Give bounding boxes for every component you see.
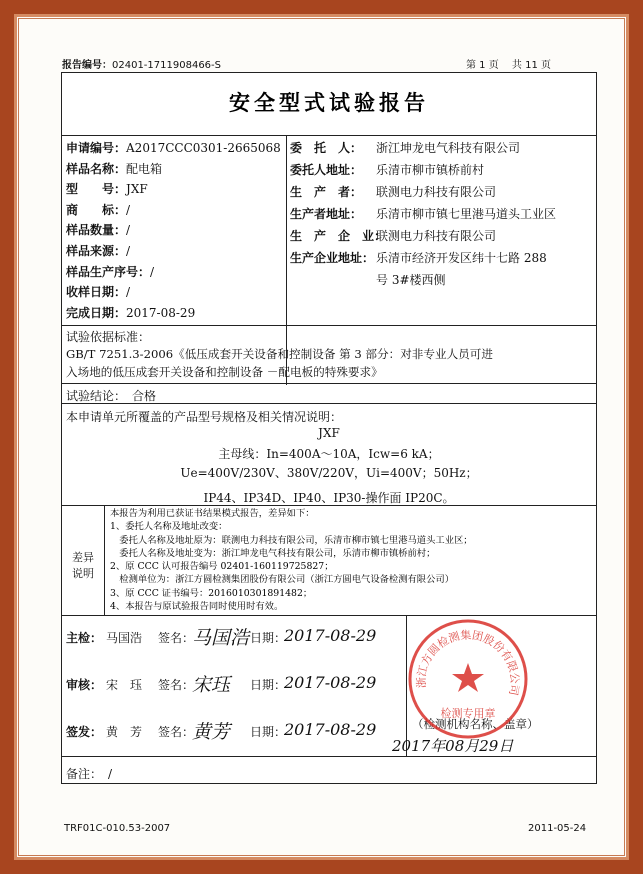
right-field-value: 联测电力科技有限公司 bbox=[376, 229, 497, 243]
svg-text:浙江方圆检测集团股份有限公司 bbox=[414, 628, 521, 697]
left-field-label: 完成日期： bbox=[66, 305, 127, 320]
difference-line: 本报告为利用已获证书结果模式报告，差异如下： bbox=[110, 508, 315, 519]
remarks-label: 备注： bbox=[66, 767, 97, 781]
left-field-label: 样品来源： bbox=[66, 244, 127, 258]
form-number: TRF01C-010.53-2007 bbox=[64, 823, 171, 834]
left-field-label: 型 号： bbox=[66, 182, 127, 197]
difference-line: 3、原 CCC 证书编号：2016010301891482； bbox=[110, 587, 313, 599]
right-field-value: 浙江坤龙电气科技有限公司 bbox=[376, 141, 521, 155]
left-field-label: 样品数量： bbox=[66, 223, 127, 238]
stamp-caption: （检测机构名称、盖章） bbox=[412, 717, 539, 731]
right-field-label: 生 产 者： bbox=[290, 185, 363, 199]
report-number bbox=[62, 56, 221, 71]
handwritten-date: 2017-08-29 bbox=[284, 673, 377, 692]
remarks bbox=[66, 765, 112, 782]
coverage-intro: 本申请单元所覆盖的产品型号规格及相关情况说明： bbox=[66, 410, 343, 424]
standard-line1: GB/T 7251.3-2006《低压成套开关设备和控制设备 第 3 部分：对非专业人员可进 bbox=[66, 347, 493, 361]
handwritten-signature: 宋珏 bbox=[192, 674, 231, 696]
left-field-label: 样品生产序号： bbox=[66, 264, 151, 279]
difference-line: 1、委托人名称及地址改变： bbox=[110, 521, 228, 533]
right-field-label: 委托人地址： bbox=[290, 163, 363, 177]
seal-bottom-text: 检测专用章 bbox=[440, 707, 496, 720]
signature-label: 签名： bbox=[158, 725, 195, 739]
right-field-value: 联测电力科技有限公司 bbox=[376, 185, 497, 199]
coverage-model: JXF bbox=[318, 426, 340, 440]
signer-name: 宋 珏 bbox=[106, 678, 143, 692]
left-field-label: 商 标： bbox=[66, 202, 127, 217]
differences-label-2: 说明 bbox=[72, 567, 94, 580]
difference-line: 2、原 CCC 认可报告编号 02401-160119725827； bbox=[110, 561, 334, 573]
page-info: 第 1 页 共 11 页 bbox=[466, 60, 551, 71]
left-field-value: A2017CCC0301-2665068 bbox=[126, 141, 281, 155]
handwritten-date: 2017-08-29 bbox=[284, 720, 377, 739]
signer-name: 马国浩 bbox=[106, 631, 143, 645]
signature-role: 审核： bbox=[66, 678, 103, 692]
difference-line: 委托人名称及地址变为：浙江坤龙电气科技有限公司，乐清市柳市镇桥前村； bbox=[110, 547, 436, 559]
official-seal-icon bbox=[406, 617, 530, 741]
report-title: 安全型式试验报告 bbox=[62, 73, 596, 136]
left-field-label: 收样日期： bbox=[66, 285, 127, 300]
date-label: 日期： bbox=[250, 631, 287, 645]
right-field-label: 委 托 人： bbox=[290, 141, 363, 155]
signature-label: 签名： bbox=[158, 678, 195, 692]
signature-role: 主检： bbox=[66, 631, 103, 645]
signature-label: 签名： bbox=[158, 631, 195, 645]
right-field-value: 乐清市柳市镇七里港马道头工业区 bbox=[376, 207, 557, 221]
right-field-label: 生 产 企 业： bbox=[290, 229, 387, 243]
handwritten-date: 2017-08-29 bbox=[284, 626, 377, 645]
coverage-line2: Ue=400V/230V、380V/220V，Ui=400V；50Hz； bbox=[180, 466, 478, 480]
signature-role: 签发： bbox=[66, 725, 103, 739]
left-field-value: / bbox=[126, 285, 131, 300]
difference-line: 4、本报告与原试验报告同时使用时有效。 bbox=[110, 601, 284, 613]
conclusion-value: 合格 bbox=[132, 389, 157, 403]
date-label: 日期： bbox=[250, 678, 287, 692]
left-field-value: / bbox=[126, 244, 131, 258]
left-field-label: 样品名称： bbox=[66, 161, 127, 176]
difference-line: 检测单位为：浙江方圆检测集团股份有限公司（浙江方圆电气设备检测有限公司） bbox=[110, 574, 454, 586]
standard-label: 试验依据标准： bbox=[66, 330, 151, 344]
left-field-label: 申请编号： bbox=[66, 141, 127, 155]
handwritten-signature: 黄芳 bbox=[192, 721, 231, 743]
report-number-value: 02401-1711908466-S bbox=[112, 60, 221, 71]
left-field-value: / bbox=[126, 202, 131, 217]
difference-line: 委托人名称及地址原为：联测电力科技有限公司，乐清市柳市镇七里港马道头工业区； bbox=[110, 534, 473, 546]
coverage-line1: 主母线：In=400A～10A，Icw=6 kA； bbox=[218, 447, 440, 461]
left-field-value: 配电箱 bbox=[126, 161, 163, 176]
left-field-value: / bbox=[126, 223, 131, 238]
left-field-value: / bbox=[150, 264, 155, 279]
right-field-label: 生产企业地址： bbox=[290, 251, 375, 265]
date-label: 日期： bbox=[250, 725, 287, 739]
remarks-value: / bbox=[108, 767, 113, 781]
stamp-date: 2017年08月29日 bbox=[392, 737, 514, 755]
right-field-value: 号 3#楼西侧 bbox=[376, 273, 446, 287]
differences-label-1: 差异 bbox=[72, 551, 94, 564]
seal-text: 浙江方圆检测集团股份有限公司 bbox=[414, 628, 522, 697]
form-date: 2011-05-24 bbox=[528, 823, 587, 834]
coverage-line3: IP44、IP34D、IP40、IP30-操作面 IP20C。 bbox=[203, 491, 455, 505]
report-number-label: 报告编号： bbox=[62, 60, 112, 71]
conclusion-label: 试验结论： bbox=[66, 389, 121, 403]
handwritten-signature: 马国浩 bbox=[192, 627, 250, 649]
left-field-value: JXF bbox=[126, 182, 148, 197]
right-field-label: 生产者地址： bbox=[290, 207, 363, 221]
right-field-value: 乐清市柳市镇桥前村 bbox=[376, 163, 485, 177]
right-field-value: 乐清市经济开发区纬十七路 288 bbox=[376, 251, 547, 265]
signer-name: 黄 芳 bbox=[106, 725, 143, 739]
standard-line2: 入场地的低压成套开关设备和控制设备 －配电板的特殊要求》 bbox=[66, 365, 383, 379]
left-field-value: 2017-08-29 bbox=[126, 305, 196, 320]
